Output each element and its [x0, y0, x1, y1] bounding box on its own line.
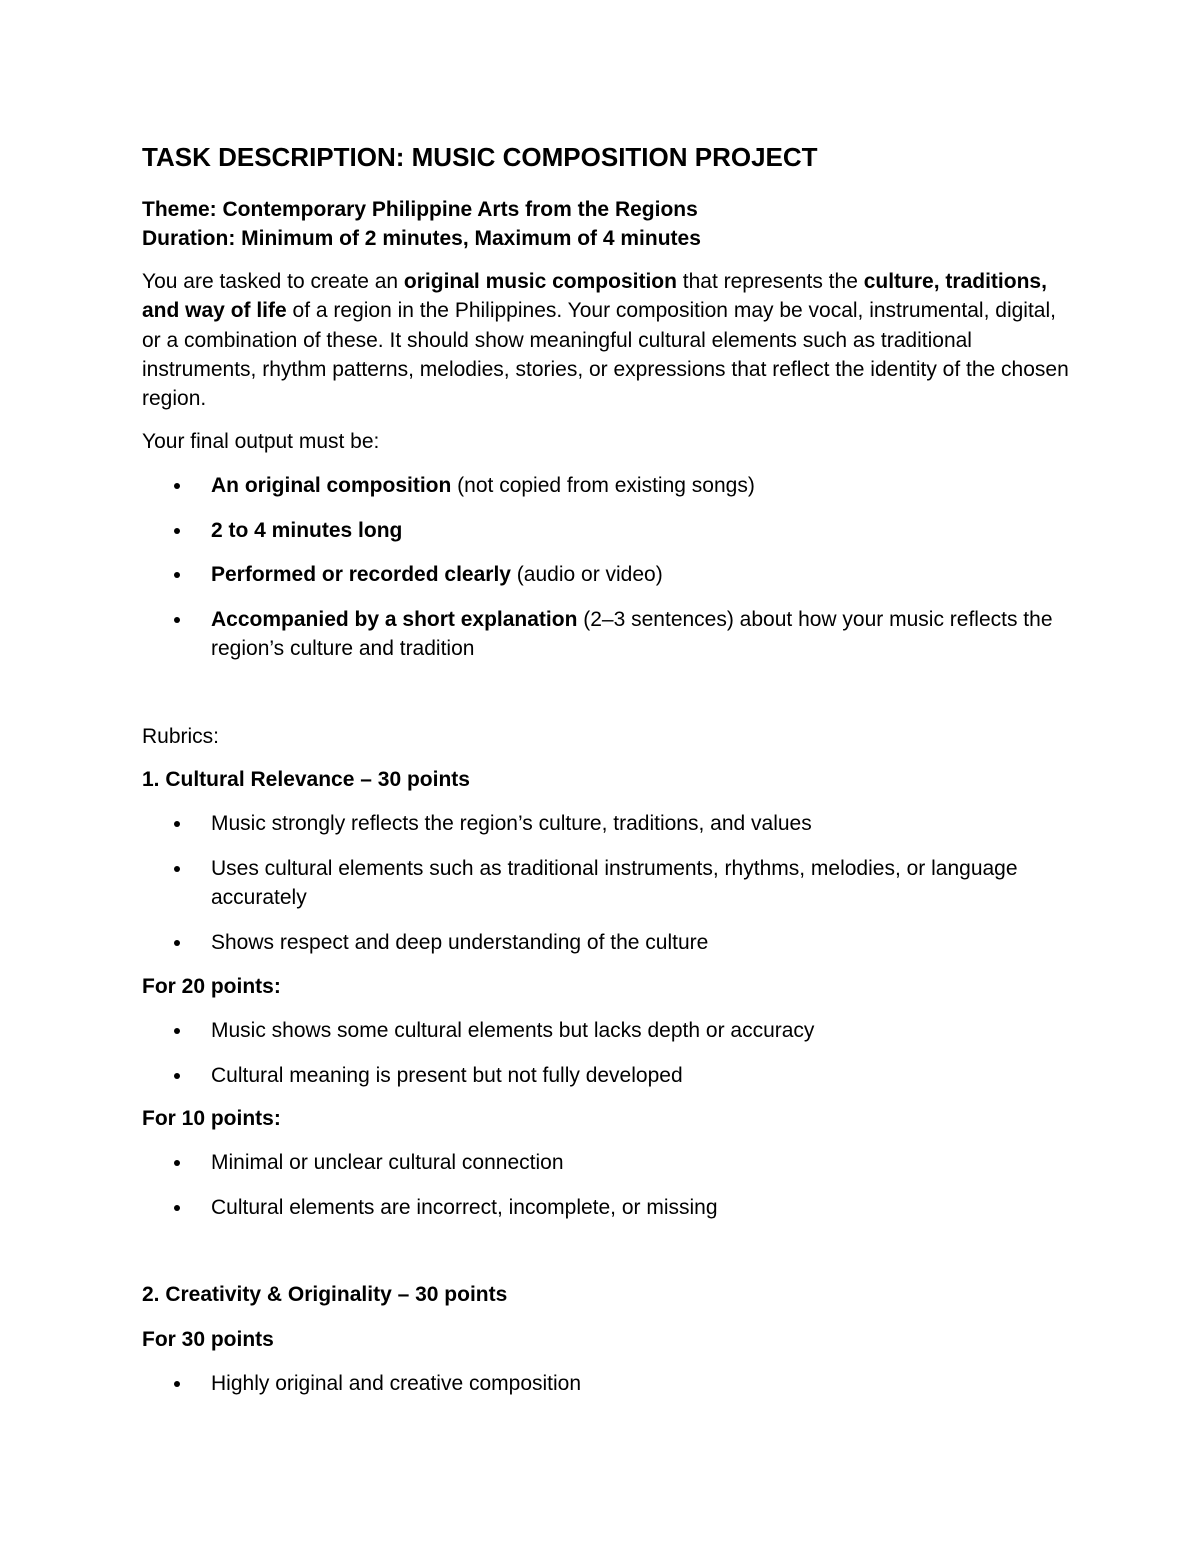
bullet-icon — [174, 1160, 180, 1166]
spacer — [142, 678, 1072, 722]
list-item — [142, 1193, 1072, 1222]
list-item — [142, 1016, 1072, 1045]
intro-paragraph — [142, 267, 1072, 413]
item-text: (2–3 sentences) about how your music reflects the region’s culture and tradition — [211, 608, 1053, 661]
item-text: Music shows some cultural elements but lacks depth or accuracy — [211, 1018, 815, 1042]
list-item — [142, 1148, 1072, 1177]
item-text: Highly original and creative composition — [211, 1371, 582, 1395]
section1-list — [142, 809, 1072, 957]
project-meta — [142, 195, 1072, 253]
bullet-icon — [174, 483, 180, 489]
item-text: Cultural elements are incorrect, incomplete, or missing — [211, 1196, 718, 1220]
list-item — [142, 1061, 1072, 1090]
section1-sub10-heading: For 10 points: — [142, 1106, 281, 1130]
bullet-icon — [174, 940, 180, 946]
intro-text-1: You are tasked to create an — [142, 270, 404, 293]
section2-heading: 2. Creativity & Originality – 30 points — [142, 1283, 508, 1307]
bullet-icon — [174, 1205, 180, 1211]
bullet-icon — [174, 528, 180, 534]
bullet-icon — [174, 866, 180, 872]
section1-sub10-list — [142, 1148, 1072, 1222]
document-page — [142, 139, 1072, 1412]
item-bold: 2 to 4 minutes long — [211, 518, 403, 542]
section2-sub30-list — [142, 1369, 1072, 1398]
bullet-icon — [174, 1381, 180, 1387]
item-text: Shows respect and deep understanding of the culture — [211, 931, 709, 955]
item-text: Minimal or unclear cultural connection — [211, 1151, 564, 1175]
list-item — [142, 471, 1072, 500]
bullet-icon — [174, 617, 180, 623]
section1-heading: 1. Cultural Relevance – 30 points — [142, 768, 470, 792]
document-title: TASK DESCRIPTION: MUSIC COMPOSITION PROJECT — [142, 142, 818, 172]
list-item — [142, 560, 1072, 589]
item-bold: Accompanied by a short explanation — [211, 608, 578, 632]
theme-line: Theme: Contemporary Philippine Arts from the Regions — [142, 198, 698, 221]
list-item — [142, 928, 1072, 957]
section1-sub20-heading: For 20 points: — [142, 974, 281, 998]
intro-bold-2: culture, traditions, and way of life — [142, 270, 1047, 323]
item-text: Cultural meaning is present but not fully developed — [211, 1063, 683, 1087]
list-item — [142, 1369, 1072, 1398]
item-text: (not copied from existing songs) — [451, 473, 755, 497]
list-item — [142, 809, 1072, 838]
rubrics-label: Rubrics: — [142, 724, 220, 748]
intro-bold-1: original music composition — [403, 270, 677, 293]
intro-text-3: of a region in the Philippines. Your composition may be vocal, instrumental, digital, or a combination of these. It should show meaningful cultural elements such as traditional instruments, rhythm patterns, melodies, stories, or expressions that reflect the identity of the chosen region. — [142, 299, 1069, 411]
item-bold: An original composition — [211, 473, 452, 497]
output-list — [142, 471, 1072, 664]
item-text: Uses cultural elements such as traditional instruments, rhythms, melodies, or language accurately — [211, 857, 1018, 910]
bullet-icon — [174, 1073, 180, 1079]
duration-line: Duration: Minimum of 2 minutes, Maximum of 4 minutes — [142, 227, 701, 250]
bullet-icon — [174, 572, 180, 578]
bullet-icon — [174, 821, 180, 827]
intro-text-2: that represents the — [676, 270, 864, 293]
spacer — [142, 1236, 1072, 1280]
list-item — [142, 516, 1072, 545]
item-text: (audio or video) — [510, 563, 663, 587]
section2-sub30-heading: For 30 points — [142, 1327, 274, 1351]
bullet-icon — [174, 1028, 180, 1034]
list-item — [142, 854, 1072, 913]
item-text: Music strongly reflects the region’s culture, traditions, and values — [211, 812, 812, 836]
section1-sub20-list — [142, 1016, 1072, 1090]
item-bold: Performed or recorded clearly — [211, 563, 511, 587]
list-item — [142, 605, 1072, 664]
output-label: Your final output must be: — [142, 430, 380, 454]
